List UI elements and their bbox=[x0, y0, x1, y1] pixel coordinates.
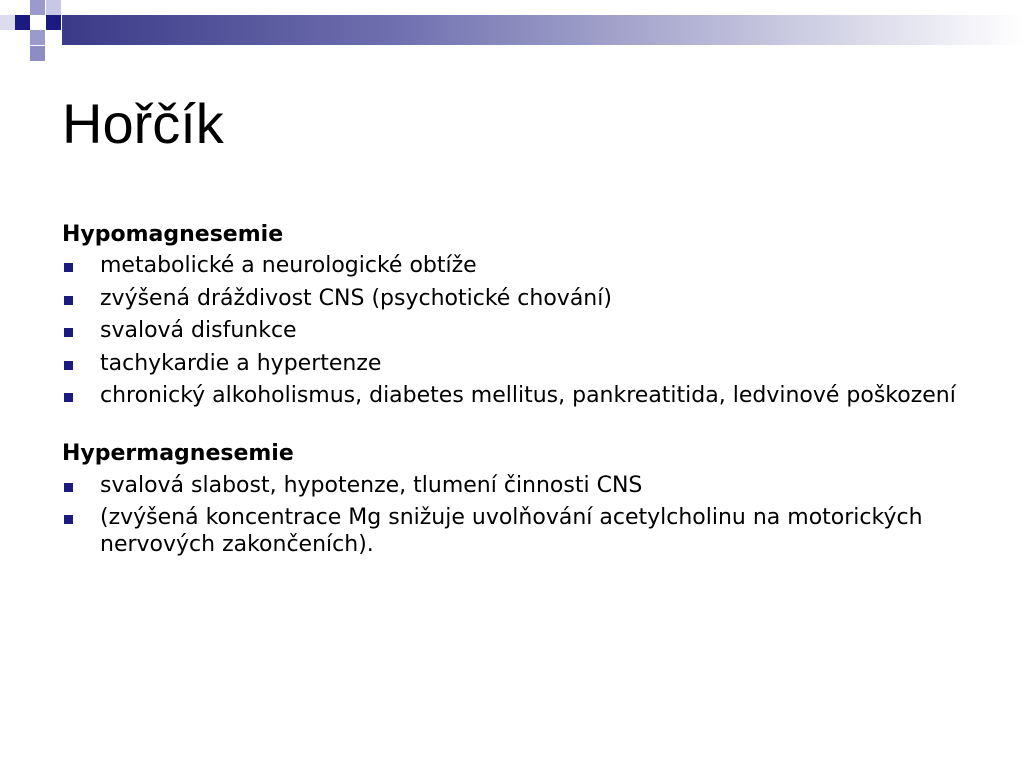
decorative-square bbox=[30, 30, 45, 45]
list-item-text: svalová slabost, hypotenze, tlumení činnosti CNS bbox=[100, 472, 643, 498]
list-item-text: chronický alkoholismus, diabetes mellitus, pankreatitida, ledvinové poškození bbox=[100, 382, 956, 408]
square-bullet-icon bbox=[64, 483, 73, 492]
decorative-square bbox=[0, 0, 15, 15]
header-gradient-bar bbox=[62, 15, 1024, 45]
slide-title: Hořčík bbox=[62, 92, 224, 155]
decorative-square bbox=[46, 15, 61, 30]
list-item-text: svalová disfunkce bbox=[100, 318, 297, 344]
section-heading-hypomagnesemie: Hypomagnesemie bbox=[62, 222, 284, 247]
square-bullet-icon bbox=[64, 263, 73, 272]
section-heading-hypermagnesemie: Hypermagnesemie bbox=[62, 441, 294, 467]
list-item bbox=[62, 286, 962, 312]
decorative-square bbox=[0, 15, 15, 30]
list-item bbox=[62, 253, 962, 279]
list-item-text: (zvýšená koncentrace Mg snižuje uvolňování acetylcholinu na motorických nervových zakončeních). bbox=[100, 505, 923, 557]
square-bullet-icon bbox=[64, 328, 73, 337]
decorative-square bbox=[30, 0, 45, 15]
list-item bbox=[62, 351, 962, 377]
square-bullet-icon bbox=[64, 515, 73, 524]
list-item bbox=[62, 383, 962, 409]
decorative-square bbox=[46, 0, 61, 15]
decorative-square bbox=[15, 15, 30, 30]
list-item bbox=[62, 473, 962, 499]
square-bullet-icon bbox=[64, 296, 73, 305]
section-spacer bbox=[62, 415, 962, 441]
square-bullet-icon bbox=[64, 393, 73, 402]
list-item-text: zvýšená dráždivost CNS (psychotické chování) bbox=[100, 285, 612, 311]
list-item bbox=[62, 318, 962, 344]
list-item-text: metabolické a neurologické obtíže bbox=[100, 253, 477, 279]
square-bullet-icon bbox=[64, 361, 73, 370]
list-item bbox=[62, 505, 962, 558]
slide-content bbox=[62, 222, 962, 564]
decorative-square bbox=[30, 46, 45, 61]
bullet-list bbox=[62, 253, 962, 409]
bullet-list bbox=[62, 473, 962, 558]
list-item-text: tachykardie a hypertenze bbox=[100, 350, 382, 376]
